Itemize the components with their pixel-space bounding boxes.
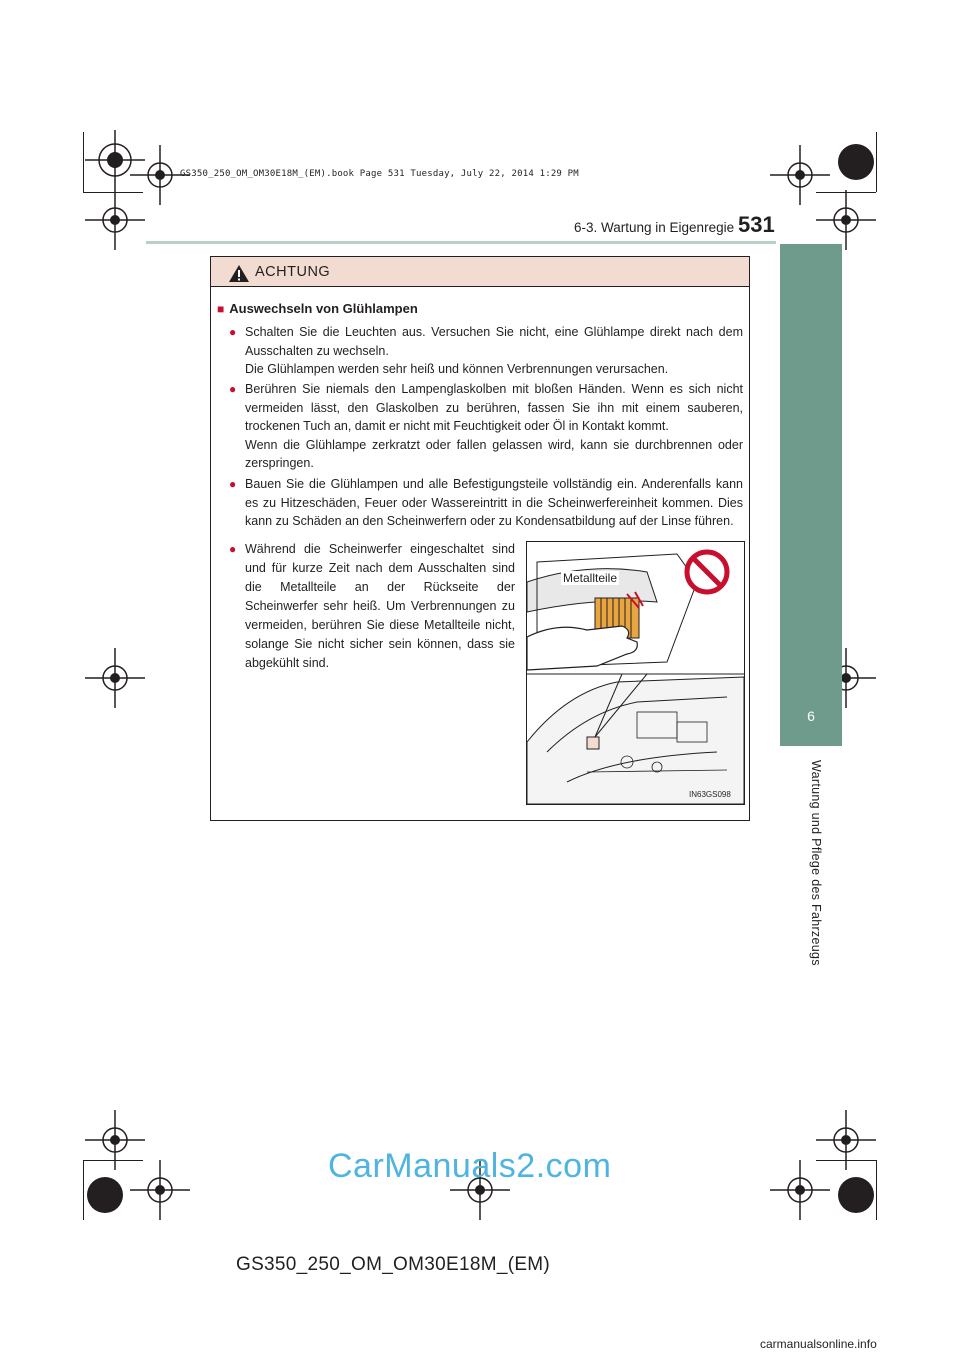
bullet-line: Wenn die Glühlampe zerkratzt oder fallen gelassen wird, kann sie durchbrennen oder zerspringen. xyxy=(245,437,743,470)
watermark: CarManuals2.com xyxy=(328,1147,612,1185)
crop-line xyxy=(876,132,877,192)
figure-code: IN63GS098 xyxy=(689,790,731,799)
crop-line xyxy=(83,1160,143,1161)
registration-mark-left-middle xyxy=(85,648,145,708)
registration-mark-bottom-left-black xyxy=(75,1165,135,1225)
warning-heading xyxy=(217,301,418,316)
section-title: 6-3. Wartung in Eigenregie xyxy=(574,220,735,235)
headlight-illustration xyxy=(527,542,744,804)
bullet-text xyxy=(245,475,743,531)
chapter-number: 6 xyxy=(807,708,815,724)
chapter-title: Wartung und Pflege des Fahrzeugs xyxy=(809,760,823,966)
bullet-line: Die Glühlampen werden sehr heiß und können Verbrennungen verursachen. xyxy=(245,362,669,376)
header-rule xyxy=(146,241,776,244)
crop-line xyxy=(816,1160,876,1161)
registration-mark-bottom-right xyxy=(770,1160,830,1220)
bullet-item xyxy=(229,380,743,473)
registration-mark-left-upper xyxy=(85,190,145,250)
registration-mark-bottom-left xyxy=(130,1160,190,1220)
bullet-dot-icon: ● xyxy=(229,382,237,396)
site-mark: carmanualsonline.info xyxy=(760,1337,877,1351)
crop-line xyxy=(816,192,876,193)
footer-doc-code: GS350_250_OM_OM30E18M_(EM) xyxy=(236,1254,551,1275)
bullet-item xyxy=(229,323,743,379)
crop-line xyxy=(83,192,143,193)
bullet-text xyxy=(245,323,743,379)
crop-line xyxy=(83,132,84,192)
crop-line xyxy=(876,1160,877,1220)
bullet-item xyxy=(229,475,743,531)
bullet-dot-icon: ● xyxy=(229,325,237,339)
bullet-dot-icon: ● xyxy=(229,542,237,556)
bullet-text: Während die Scheinwerfer eingeschaltet sind und für kurze Zeit nach dem Ausschalten sind die Metallteile an der Rückseite der Scheinwerfer sehr heiß. Um Verbrennungen zu vermeiden, berühren Sie diese Metallteile nicht, solange Sie nicht sicher sein können, dass sie abgekühlt sind. xyxy=(245,542,515,670)
warning-heading-text: Auswechseln von Glühlampen xyxy=(229,301,418,316)
bullet-item xyxy=(229,540,515,673)
registration-mark-bottom-right-black xyxy=(826,1165,886,1225)
bullet-line: Berühren Sie niemals den Lampenglaskolben mit bloßen Händen. Wenn es sich nicht vermeiden lässt, den Glaskolben zu berühren, fassen Sie ihn mit einem sauberen, trockenen Tuch an, damit er nicht mit Feuchtigkeit oder Öl in Kontakt kommt. xyxy=(245,382,743,433)
bullet-text xyxy=(245,380,743,473)
warning-header xyxy=(211,257,749,287)
square-bullet-icon: ■ xyxy=(217,302,225,316)
bullet-line: Bauen Sie die Glühlampen und alle Befestigungsteile vollständig ein. Anderenfalls kann es zu Hitzeschäden, Feuer oder Wassereintritt in die Scheinwerfereinheit kommen. Dies kann zu Schäden an den Scheinwerfern oder zu Kondensatbildung auf der Linse führen. xyxy=(245,477,743,528)
registration-mark-right-upper xyxy=(816,190,876,250)
illustration-figure xyxy=(526,541,745,805)
warning-box xyxy=(210,256,750,821)
chapter-tab xyxy=(780,244,842,746)
warning-triangle-icon xyxy=(228,264,250,283)
warning-label: ACHTUNG xyxy=(255,264,331,280)
file-info-line: GS350_250_OM_OM30E18M_(EM).book Page 531 Tuesday, July 22, 2014 1:29 PM xyxy=(180,169,579,179)
bullet-line: Schalten Sie die Leuchten aus. Versuchen Sie nicht, eine Glühlampe direkt nach dem Ausschalten zu wechseln. xyxy=(245,325,743,358)
page-number: 531 xyxy=(738,212,775,237)
crop-line xyxy=(83,1160,84,1220)
bullet-dot-icon: ● xyxy=(229,477,237,491)
figure-callout-label: Metallteile xyxy=(563,571,618,585)
registration-mark-top-right-black xyxy=(826,132,886,192)
